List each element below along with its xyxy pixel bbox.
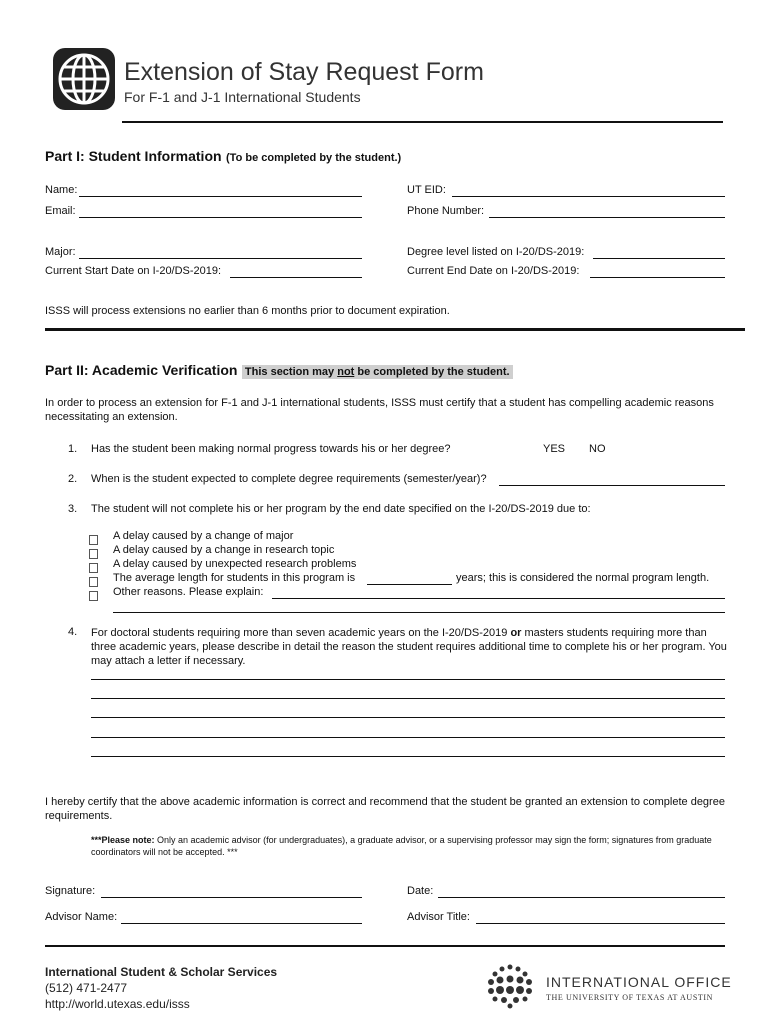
start-date-label: Current Start Date on I-20/DS-2019: (45, 265, 222, 277)
q2-number: 2. (68, 473, 78, 485)
international-office-title: INTERNATIONAL OFFICE (546, 974, 732, 990)
uteid-field[interactable] (452, 196, 725, 197)
part2-heading: Part II: Academic Verification This section may not be completed by the student. (45, 362, 513, 380)
phone-label: Phone Number: (407, 205, 485, 217)
no-option[interactable]: NO (589, 443, 606, 455)
q4-number: 4. (68, 626, 78, 638)
globe-logo-icon (53, 48, 115, 110)
phone-field[interactable] (489, 217, 725, 218)
international-office-logo-icon (486, 962, 534, 1010)
yes-option[interactable]: YES (543, 443, 566, 455)
major-label: Major: (45, 246, 76, 258)
q3-text: The student will not complete his or her program by the end date specified on the I-20/DS-2019 due to: (91, 503, 591, 515)
signature-field[interactable] (101, 897, 362, 898)
name-field[interactable] (79, 196, 362, 197)
certify-text: I hereby certify that the above academic information is correct and recommend that the student be granted an extension to complete degree requirements. (45, 796, 725, 822)
q3-number: 3. (68, 503, 78, 515)
end-date-label: Current End Date on I-20/DS-2019: (407, 265, 580, 277)
option-label: A delay caused by a change in research topic (113, 544, 335, 556)
option-label: years; this is considered the normal program length. (456, 572, 710, 584)
email-label: Email: (45, 205, 76, 217)
signature-label: Signature: (45, 885, 96, 897)
program-length-field[interactable] (367, 584, 452, 585)
option-label: A delay caused by unexpected research problems (113, 558, 357, 570)
footer-org: International Student & Scholar Services (45, 965, 278, 979)
end-date-field[interactable] (590, 277, 725, 278)
isss-notice: ISSS will process extensions no earlier than 6 months prior to document expiration. (45, 305, 450, 317)
intro-text: In order to process an extension for F-1 and J-1 international students, ISSS must certify that a student has compelling academic reasons necessitating an extension. (45, 397, 714, 423)
form-subtitle: For F-1 and J-1 International Students (124, 89, 361, 105)
footer-url[interactable]: http://world.utexas.edu/isss (45, 997, 190, 1011)
major-field[interactable] (79, 258, 362, 259)
advisor-title-label: Advisor Title: (407, 911, 470, 923)
degree-field[interactable] (593, 258, 725, 259)
date-label: Date: (407, 885, 434, 897)
header-divider (122, 121, 723, 123)
option-label: A delay caused by a change of major (113, 530, 294, 542)
q2-text: When is the student expected to complete degree requirements (semester/year)? (91, 473, 487, 485)
advisor-title-field[interactable] (476, 923, 725, 924)
q4-response-line[interactable] (91, 717, 725, 718)
advisor-name-label: Advisor Name: (45, 911, 118, 923)
q1-text: Has the student been making normal progress towards his or her degree? (91, 443, 451, 455)
q4-response-line[interactable] (91, 698, 725, 699)
advisor-name-field[interactable] (121, 923, 362, 924)
international-office-subtitle: THE UNIVERSITY OF TEXAS AT AUSTIN (546, 993, 713, 1002)
footer-phone: (512) 471-2477 (45, 981, 128, 995)
section-divider (45, 328, 745, 331)
footer-divider (45, 945, 725, 947)
option-label: The average length for students in this program is (113, 572, 356, 584)
name-label: Name: (45, 184, 78, 196)
other-reasons-field[interactable] (272, 598, 725, 599)
start-date-field[interactable] (230, 277, 362, 278)
student-restriction-note: This section may not be completed by the student. (242, 365, 513, 379)
date-field[interactable] (438, 897, 725, 898)
option-label: Other reasons. Please explain: (113, 586, 264, 598)
q1-number: 1. (68, 443, 78, 455)
email-field[interactable] (79, 217, 362, 218)
option-checkbox[interactable] (89, 588, 98, 606)
q2-field[interactable] (499, 485, 725, 486)
q4-text: For doctoral students requiring more than seven academic years on the I-20/DS-2019 or masters students requiring more than three academic years, please describe in detail the reason the student requires additional time to complete his or her program. You may attach a letter if necessary. (91, 627, 727, 667)
q4-response-line[interactable] (91, 679, 725, 680)
form-title: Extension of Stay Request Form (124, 58, 484, 86)
please-note: ***Please note: Only an academic advisor (for undergraduates), a graduate advisor, or a supervising professor may sign the form; signatures from graduate coordinators will not be accepted. *** (91, 835, 712, 857)
uteid-label: UT EID: (407, 184, 446, 196)
q4-response-line[interactable] (91, 737, 725, 738)
part1-heading: Part I: Student Information (To be completed by the student.) (45, 148, 402, 164)
other-reasons-field[interactable] (113, 612, 725, 613)
degree-label: Degree level listed on I-20/DS-2019: (407, 246, 585, 258)
q4-response-line[interactable] (91, 756, 725, 757)
